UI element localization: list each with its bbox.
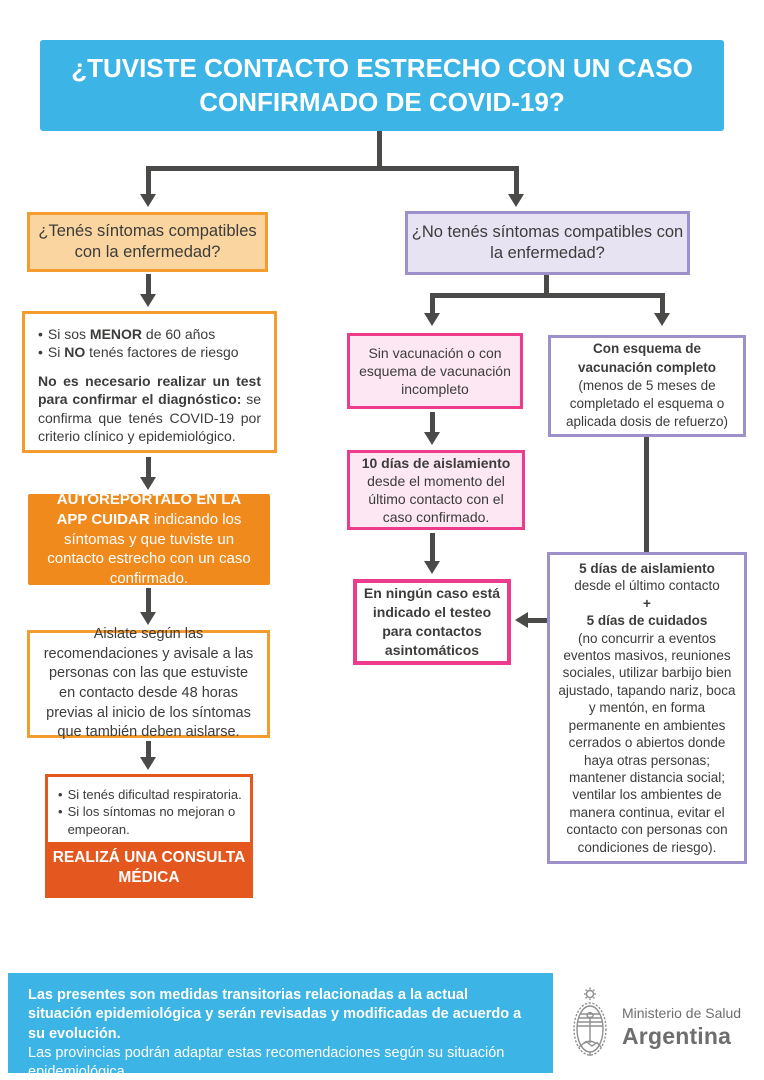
care-5-days-bold-2: 5 días de cuidados <box>586 613 708 629</box>
isolation-instructions-box <box>27 626 270 741</box>
warning-bullet-1 <box>58 786 242 804</box>
vaccinated-box <box>548 335 746 437</box>
consulta-medica-cta: REALIZÁ UNA CONSULTA MÉDICA <box>48 842 250 895</box>
ministry-name: Ministerio de Salud <box>622 1005 742 1021</box>
ministry-logo-text <box>622 1004 741 1051</box>
bullet-glyph: • <box>58 804 63 820</box>
criteria-bullet-2-text <box>48 343 239 361</box>
bullet-glyph: • <box>38 344 43 361</box>
footer-bold-text: Las presentes son medidas transitorias relacionadas a la actual situación epidemiológica y serán revisadas y modificadas de acuerdo a su evolución. <box>28 987 522 1042</box>
care-5-days-rest-1: desde el último contacto <box>574 578 720 594</box>
isolation-10-days-rest: desde el momento del último contacto con el caso confirmado. <box>367 472 505 526</box>
app-cuidar-rest: indicando los síntomas y que tuviste un contacto estrecho con un caso confirmado. <box>47 510 251 588</box>
medical-warning-box <box>45 774 253 898</box>
criteria-bullet-1-pre: Si sos <box>47 326 90 342</box>
connector-line <box>528 618 547 623</box>
question-asymptomatic-label: ¿No tenés síntomas compatibles con la enfermedad? <box>411 223 684 262</box>
question-asymptomatic-box <box>405 211 690 275</box>
header-banner <box>40 40 724 131</box>
no-testing-box <box>353 579 511 665</box>
header-title: ¿TUVISTE CONTACTO ESTRECHO CON UN CASO CONFIRMADO DE COVID-19? <box>71 52 693 117</box>
arrow-down-icon <box>424 313 440 326</box>
vaccinated-rest: (menos de 5 meses de completado el esquema o aplicada dosis de refuerzo) <box>565 377 729 430</box>
criteria-bullet-1 <box>38 325 261 343</box>
criteria-note-rest: se confirma que tenés COVID-19 por criterio clínico y epidemiológico. <box>38 391 261 445</box>
warning-bullet-2-text: Si los síntomas no mejoran o empeoran. <box>67 804 236 837</box>
arrow-down-icon <box>654 313 670 326</box>
care-5-days-rest-2: (no concurrir a eventos eventos masivos, reuniones sociales, utilizar barbijo bien ajustado, tapando nariz, boca y mentón, en forma permanente en ambientes cerrados o abiertos donde haya otras personas; mantener distancia social; ventilar los ambientes de manera continua, evitar el contacto con personas con condiciones de riesgo). <box>558 630 736 855</box>
arrow-down-icon <box>140 477 156 490</box>
criteria-note-bold: No es necesario realizar un test para confirmar el diagnóstico: <box>38 372 261 408</box>
bullet-glyph: • <box>38 326 43 342</box>
question-symptomatic-box <box>27 212 268 272</box>
arrow-down-icon <box>140 757 156 770</box>
care-5-days-bold-1: 5 días de aislamiento <box>579 561 715 577</box>
connector-left-drop <box>146 166 151 196</box>
isolation-10-days-text <box>354 454 518 527</box>
country-name: Argentina <box>622 1023 732 1050</box>
criteria-bullet-2-bold: NO <box>64 344 86 361</box>
criteria-bullet-1-bold: MENOR <box>89 326 143 342</box>
connector-line <box>430 412 435 434</box>
connector-vaccinated-drop <box>644 437 649 552</box>
unvaccinated-label: Sin vacunación o con esquema de vacunación incompleto <box>359 344 511 398</box>
arrow-left-icon <box>515 612 528 628</box>
connector-line <box>430 533 435 563</box>
coat-of-arms-icon <box>568 986 612 1067</box>
vaccinated-bold: Con esquema de vacunación completo <box>577 341 717 375</box>
criteria-bullet-1-text <box>48 325 215 343</box>
footer-banner <box>8 973 553 1080</box>
arrow-down-icon <box>508 194 524 207</box>
warning-bullet-1-text: Si tenés dificultad respiratoria. <box>67 786 242 802</box>
connector-right-drop <box>514 166 519 196</box>
criteria-bullet-2 <box>38 343 261 361</box>
bullet-glyph: • <box>58 786 63 802</box>
medical-warning-body <box>48 777 250 843</box>
diagnosis-criteria-box <box>22 311 277 453</box>
connector-line <box>660 293 665 315</box>
connector-line <box>146 588 151 614</box>
arrow-down-icon <box>424 561 440 574</box>
app-cuidar-bold: AUTOREPORTALO EN LA APP CUIDAR <box>56 490 242 528</box>
app-cuidar-box <box>28 490 270 588</box>
criteria-bullet-1-post: de 60 años <box>142 326 216 342</box>
connector-line <box>146 457 151 479</box>
unvaccinated-box <box>347 333 523 409</box>
care-5-days-box <box>547 552 747 864</box>
connector-right-crossbar <box>430 293 665 298</box>
connector-line <box>146 274 151 296</box>
arrow-down-icon <box>140 194 156 207</box>
criteria-note <box>38 372 261 446</box>
isolation-10-days-bold: 10 días de aislamiento <box>361 454 511 471</box>
connector-line <box>430 293 435 315</box>
arrow-down-icon <box>140 612 156 625</box>
warning-bullet-2 <box>58 803 242 838</box>
criteria-bullet-2-pre: Si <box>47 344 65 361</box>
question-symptomatic-label: ¿Tenés síntomas compatibles con la enfermedad? <box>38 222 257 261</box>
arrow-down-icon <box>140 294 156 307</box>
vaccinated-text <box>559 340 735 431</box>
app-cuidar-text <box>40 490 258 590</box>
footer-rest-text: Las provincias podrán adaptar estas recomendaciones según su situación epidemiológica. <box>28 1044 505 1080</box>
connector-header-crossbar <box>146 166 519 171</box>
isolation-10-days-box <box>347 450 525 530</box>
connector-header-stem <box>377 131 382 169</box>
isolation-instructions-text: Aislate según las recomendaciones y avisale a las personas con las que estuviste en contacto desde 48 horas previas al inicio de los síntomas que también deben aislarse. <box>43 626 254 741</box>
plus-glyph: + <box>643 595 651 611</box>
arrow-down-icon <box>424 432 440 445</box>
no-testing-text: En ningún caso está indicado el testeo para contactos asintomáticos <box>363 585 501 658</box>
care-5-days-text <box>555 560 739 856</box>
criteria-bullet-2-post: tenés factores de riesgo <box>85 344 239 361</box>
